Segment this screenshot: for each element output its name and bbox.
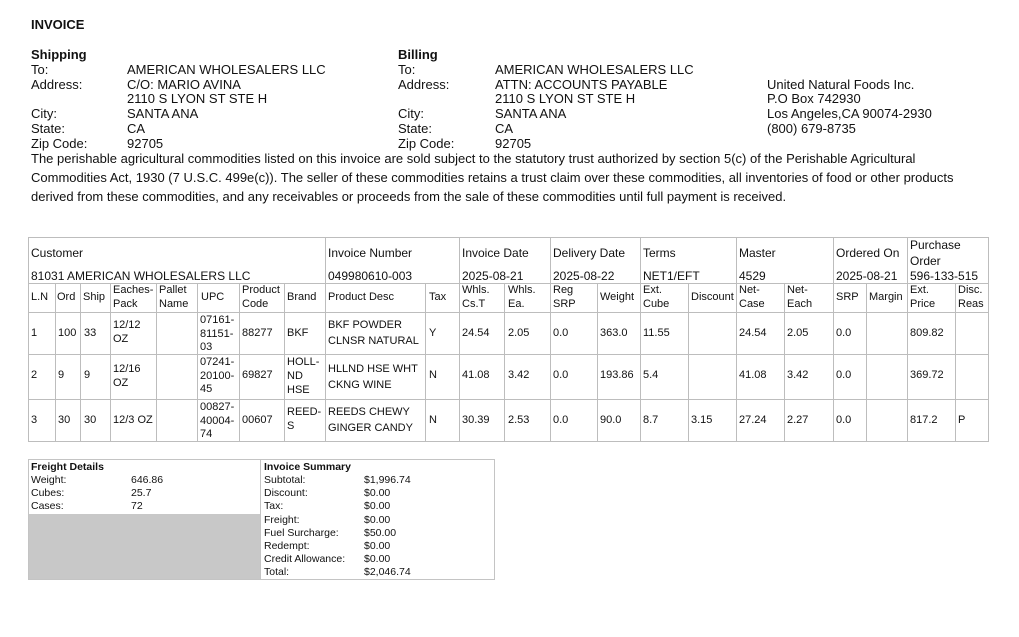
shipping-to: AMERICAN WHOLESALERS LLC: [127, 62, 326, 77]
product-description: CKNG WINE: [328, 379, 392, 391]
net-each: 3.42: [787, 369, 809, 381]
col-ord-header: Ord: [57, 291, 76, 303]
table-grid-line: [110, 283, 111, 441]
vendor-name: United Natural Foods Inc.: [767, 77, 915, 92]
col-eaches-pack-header: Pack: [113, 298, 138, 310]
col-net-case-header: Case: [739, 298, 765, 310]
billing-zip-label: Zip Code:: [398, 136, 455, 151]
col-ext-cube-header: Ext.: [643, 284, 662, 296]
col-pallet-name-header: Pallet: [159, 284, 187, 296]
upc-code: 74: [200, 428, 213, 440]
ordered-qty: 9: [58, 369, 65, 381]
shipping-city-label: City:: [31, 106, 57, 121]
vendor-phone: (800) 679-8735: [767, 121, 856, 136]
product-description: BKF POWDER: [328, 319, 402, 331]
col-brand-header: Brand: [287, 291, 317, 303]
master-header: Master: [739, 246, 776, 260]
upc-code: 45: [200, 383, 213, 395]
customer-header: Customer: [31, 246, 84, 260]
billing-city-label: City:: [398, 106, 424, 121]
invoice-number-value: 049980610-003: [328, 269, 413, 283]
reg-srp: 0.0: [553, 369, 569, 381]
summary-value: $0.00: [364, 500, 391, 513]
summary-label: Total:: [264, 566, 290, 579]
freight-weight: 646.86: [131, 474, 164, 486]
table-grid-line: [866, 283, 867, 441]
summary-label: Freight:: [264, 513, 300, 526]
summary-label: Subtotal:: [264, 474, 306, 486]
col-disc-reas-header: Reas: [958, 298, 984, 310]
col-net-case-header: Net-: [739, 284, 760, 296]
table-grid-line: [325, 237, 326, 283]
summary-label: Fuel Surcharge:: [264, 526, 339, 539]
shipped-qty: 30: [84, 414, 97, 426]
vendor-city-line: Los Angeles,CA 90074-2930: [767, 106, 932, 121]
brand: BKF: [287, 327, 309, 339]
weight: 90.0: [600, 414, 622, 426]
net-case: 24.54: [739, 327, 767, 339]
col-net-each-header: Each: [787, 298, 813, 310]
freight-cubes: 25.7: [131, 487, 152, 499]
col-product-desc-header: Product Desc: [328, 291, 395, 303]
purchase-order-value: 596-133-515: [910, 269, 979, 283]
shipping-state: CA: [127, 121, 146, 136]
disclaimer-line: The perishable agricultural commodities listed on this invoice are sold subject to the statutory trust authorized by section 5(c) of the Perishable Agricultural: [31, 151, 916, 166]
tax-flag: Y: [429, 327, 437, 339]
table-grid-line: [784, 283, 785, 441]
reg-srp: 0.0: [553, 327, 569, 339]
col-upc-header: UPC: [201, 291, 225, 303]
billing-to: AMERICAN WHOLESALERS LLC: [495, 62, 694, 77]
freight-summary-box: [28, 459, 495, 580]
table-grid-line: [459, 237, 460, 283]
billing-address-label: Address:: [398, 77, 450, 92]
col-net-each-header: Net-: [787, 284, 808, 296]
table-grid-line: [459, 283, 460, 441]
table-grid-line: [688, 283, 689, 441]
weight: 363.0: [600, 327, 628, 339]
table-grid-line: [28, 399, 988, 400]
eaches-pack: OZ: [113, 377, 129, 389]
table-grid-line: [833, 283, 834, 441]
product-code: 00607: [242, 414, 273, 426]
summary-label: Tax:: [264, 500, 284, 513]
table-grid-line: [28, 441, 988, 442]
upc-code: 20100-: [200, 369, 235, 382]
col-whls-cst-header: Whls.: [462, 284, 490, 296]
col-discount-header: Discount: [691, 291, 734, 303]
table-grid-line: [955, 283, 956, 441]
product-description: REEDS CHEWY: [328, 406, 410, 418]
weight: 193.86: [600, 369, 634, 381]
net-each: 2.05: [787, 327, 809, 339]
col-ext-price-header: Price: [910, 298, 936, 310]
product-description: GINGER CANDY: [328, 422, 413, 434]
col-ship-header: Ship: [83, 291, 106, 303]
shipping-address-line: 2110 S LYON ST STE H: [127, 91, 268, 106]
eaches-pack: 12/16: [113, 363, 141, 375]
ordered-on-value: 2025-08-21: [836, 269, 898, 283]
ext-price: 369.72: [910, 369, 944, 381]
brand: HOLL-: [287, 356, 320, 368]
table-grid-line: [550, 237, 551, 283]
table-grid-line: [504, 283, 505, 441]
table-grid-line: [425, 283, 426, 441]
ordered-on-header: Ordered On: [836, 246, 900, 260]
wholesale-each-cost: 2.53: [508, 414, 530, 426]
shipped-qty: 33: [84, 327, 97, 339]
brand: REED-: [287, 406, 322, 418]
product-description: CLNSR NATURAL: [328, 335, 419, 347]
ext-price: 809.82: [910, 327, 944, 339]
summary-heading: Invoice Summary: [264, 461, 351, 473]
net-each: 2.27: [787, 414, 809, 426]
freight-cases-label: Cases:: [31, 500, 64, 512]
table-grid-line: [736, 283, 737, 441]
freight-heading: Freight Details: [31, 461, 104, 473]
col-eaches-pack-header: Eaches-: [113, 284, 154, 296]
billing-heading: Billing: [398, 47, 438, 62]
table-grid-line: [197, 283, 198, 441]
master-value: 4529: [739, 269, 766, 283]
summary-label: Redempt:: [264, 540, 310, 552]
srp: 0.0: [836, 369, 852, 381]
shipping-zip-label: Zip Code:: [31, 136, 88, 151]
invoice-date-header: Invoice Date: [462, 246, 529, 260]
freight-cubes-label: Cubes:: [31, 487, 65, 499]
col-product-code-header: Product: [242, 284, 280, 296]
upc-code: 07241-: [200, 356, 235, 368]
ext-price: 817.2: [910, 414, 938, 426]
freight-weight-label: Weight:: [31, 474, 67, 486]
net-case: 41.08: [739, 369, 767, 381]
summary-value: $0.00: [364, 487, 391, 500]
col-ln-header: L.N: [31, 291, 49, 303]
table-grid-line: [550, 283, 551, 441]
terms-header: Terms: [643, 246, 676, 260]
wholesale-each-cost: 2.05: [508, 327, 530, 339]
product-description: HLLND HSE WHT: [328, 363, 418, 375]
summary-label: Credit Allowance:: [264, 553, 346, 566]
shipping-to-label: To:: [31, 62, 49, 77]
shipping-city: SANTA ANA: [127, 106, 199, 121]
col-product-code-header: Code: [242, 298, 269, 310]
table-grid-line: [28, 237, 988, 238]
billing-state-label: State:: [398, 121, 432, 136]
terms-value: NET1/EFT: [643, 269, 700, 283]
shipping-state-label: State:: [31, 121, 65, 136]
col-ext-price-header: Ext.: [910, 284, 929, 296]
table-grid-line: [640, 283, 641, 441]
shipping-address-label: Address:: [31, 77, 83, 92]
tax-flag: N: [429, 414, 437, 426]
summary-value: $50.00: [364, 526, 397, 539]
srp: 0.0: [836, 327, 852, 339]
ext-cube: 11.55: [643, 327, 670, 339]
table-grid-line: [28, 237, 29, 442]
table-grid-line: [55, 283, 56, 441]
summary-value: $0.00: [364, 540, 391, 552]
invoice-number-header: Invoice Number: [328, 246, 413, 260]
billing-state: CA: [495, 121, 514, 136]
col-srp-header: SRP: [836, 291, 859, 303]
wholesale-case-cost: 24.54: [462, 327, 490, 339]
eaches-pack: 12/3 OZ: [113, 414, 153, 426]
upc-code: 03: [200, 341, 213, 353]
table-grid-line: [988, 237, 989, 442]
col-whls-cst-header: Cs.T: [462, 298, 486, 310]
billing-to-label: To:: [398, 62, 416, 77]
col-tax-header: Tax: [429, 291, 447, 303]
line-number: 3: [31, 414, 38, 426]
wholesale-each-cost: 3.42: [508, 369, 530, 381]
wholesale-case-cost: 30.39: [462, 414, 490, 426]
ordered-qty: 100: [58, 327, 77, 339]
brand: S: [287, 420, 295, 432]
upc-code: 07161-: [200, 314, 235, 326]
line-number: 2: [31, 369, 38, 381]
line-number: 1: [31, 327, 38, 339]
purchase-order-header: Order: [910, 254, 941, 268]
customer-value: 81031 AMERICAN WHOLESALERS LLC: [31, 269, 251, 283]
shipped-qty: 9: [84, 369, 91, 381]
purchase-order-header: Purchase: [910, 238, 961, 252]
billing-city: SANTA ANA: [495, 106, 567, 121]
eaches-pack: OZ: [113, 333, 129, 345]
table-grid-line: [80, 283, 81, 441]
table-grid-line: [284, 283, 285, 441]
col-margin-header: Margin: [869, 291, 903, 303]
table-grid-line: [28, 354, 988, 355]
srp: 0.0: [836, 414, 852, 426]
col-reg-srp-header: Reg: [553, 284, 574, 296]
table-grid-line: [833, 237, 834, 283]
table-grid-line: [907, 283, 908, 441]
summary-value: $0.00: [364, 513, 391, 526]
freight-summary-divider: [260, 459, 261, 580]
table-grid-line: [736, 237, 737, 283]
tax-flag: N: [429, 369, 437, 381]
billing-address-line: ATTN: ACCOUNTS PAYABLE: [495, 77, 668, 92]
product-code: 69827: [242, 369, 273, 381]
ordered-qty: 30: [58, 414, 71, 426]
col-whls-ea-header: Ea.: [508, 298, 525, 310]
table-grid-line: [28, 312, 988, 313]
delivery-date-header: Delivery Date: [553, 246, 626, 260]
table-grid-line: [907, 237, 908, 283]
invoice-title: INVOICE: [31, 17, 85, 32]
product-code: 88277: [242, 327, 273, 339]
shipping-heading: Shipping: [31, 47, 87, 62]
col-whls-ea-header: Whls.: [508, 284, 536, 296]
eaches-pack: 12/12: [113, 319, 141, 331]
table-grid-line: [156, 283, 157, 441]
col-ext-cube-header: Cube: [643, 298, 670, 310]
vendor-po-box: P.O Box 742930: [767, 91, 861, 106]
discount: 3.15: [691, 414, 713, 426]
brand: HSE: [287, 384, 310, 396]
table-grid-line: [597, 283, 598, 441]
summary-label: Discount:: [264, 487, 308, 500]
disclaimer-line: derived from these commodities, and any receivables or proceeds from the sale of these commodities until full payment is received.: [31, 189, 787, 204]
delivery-date-value: 2025-08-22: [553, 269, 615, 283]
disclaimer-line: Commodities Act, 1930 (7 U.S.C. 499e(c)). The seller of these commodities retains a trust claim over these commodities, all inventories of food or other products: [31, 170, 954, 185]
ext-cube: 8.7: [643, 414, 659, 426]
reg-srp: 0.0: [553, 414, 569, 426]
shipping-zip: 92705: [127, 136, 164, 151]
col-pallet-name-header: Name: [159, 298, 189, 310]
upc-code: 40004-: [200, 414, 235, 427]
col-weight-header: Weight: [600, 291, 635, 303]
summary-value: $0.00: [364, 553, 391, 566]
summary-value: $2,046.74: [364, 566, 411, 579]
net-case: 27.24: [739, 414, 767, 426]
discount-reason: P: [958, 414, 966, 426]
col-reg-srp-header: SRP: [553, 298, 576, 310]
table-grid-line: [325, 283, 326, 441]
col-disc-reas-header: Disc.: [958, 284, 983, 296]
shipping-address-line: C/O: MARIO AVINA: [127, 77, 241, 92]
wholesale-case-cost: 41.08: [462, 369, 490, 381]
invoice-date-value: 2025-08-21: [462, 269, 524, 283]
billing-zip: 92705: [495, 136, 532, 151]
summary-value: $1,996.74: [364, 474, 411, 486]
table-grid-line: [239, 283, 240, 441]
upc-code: 81151-: [200, 327, 234, 340]
billing-address-line: 2110 S LYON ST STE H: [495, 91, 636, 106]
table-grid-line: [640, 237, 641, 283]
brand: ND: [287, 370, 303, 382]
upc-code: 00827-: [200, 401, 235, 413]
ext-cube: 5.4: [643, 369, 659, 381]
freight-cases: 72: [131, 500, 143, 512]
